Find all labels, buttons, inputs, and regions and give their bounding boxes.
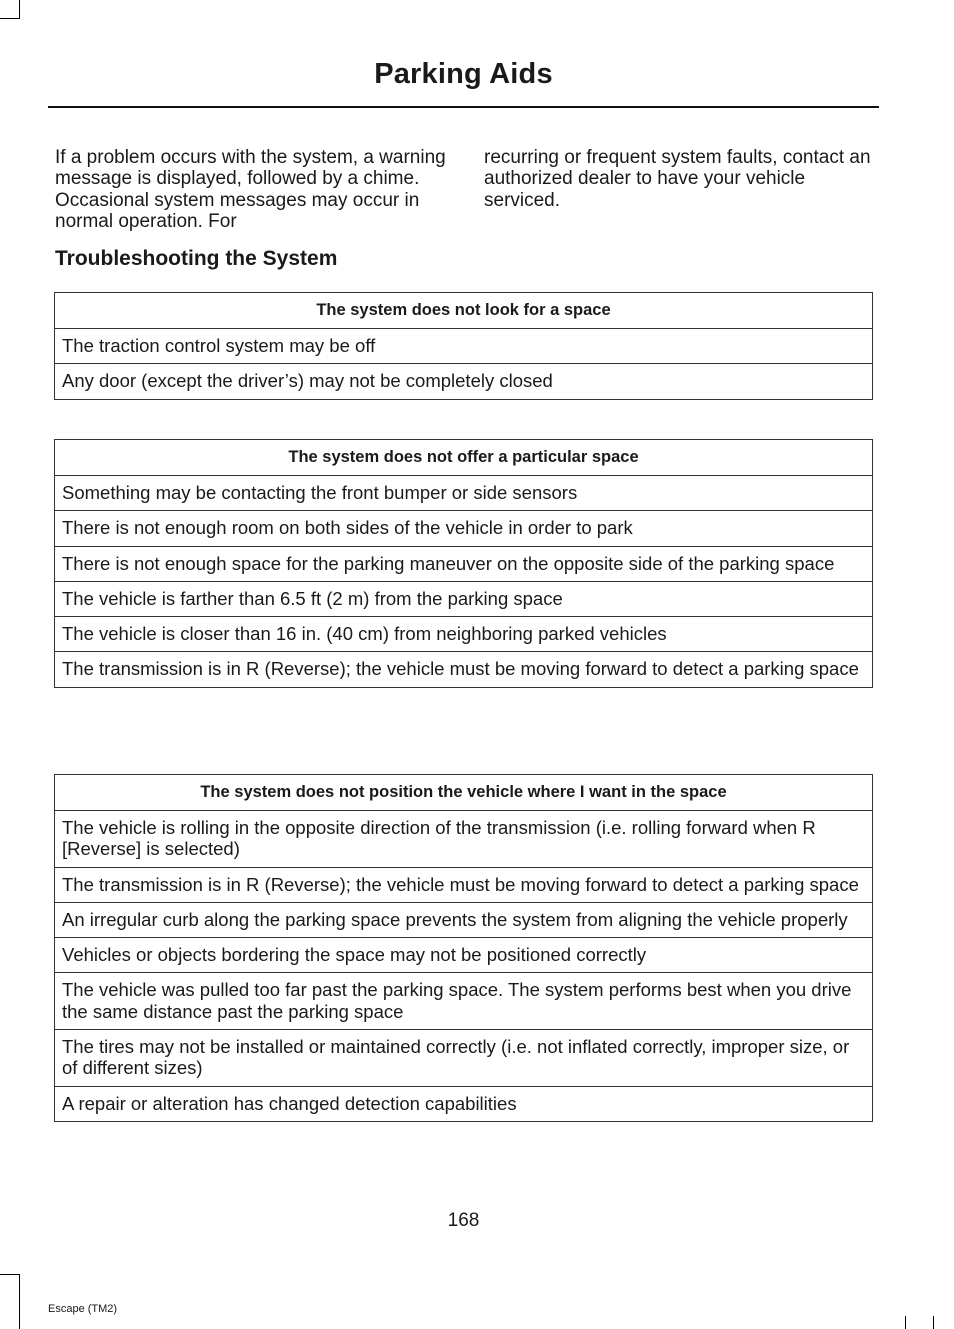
intro-text-left: If a problem occurs with the system, a warning message is displayed, followed by a chime. Occasional system messages may occur in normal operation. For <box>55 147 446 232</box>
table-row: Something may be contacting the front bumper or side sensors <box>55 476 873 511</box>
troubleshooting-table-no-search <box>54 292 873 400</box>
intro-text-right: recurring or frequent system faults, contact an authorized dealer to have your vehicle serviced. <box>484 147 871 211</box>
title-divider <box>48 106 879 108</box>
table-header: The system does not look for a space <box>55 293 873 329</box>
table-row: There is not enough space for the parking maneuver on the opposite side of the parking space <box>55 546 873 581</box>
section-heading: Troubleshooting the System <box>55 247 338 270</box>
troubleshooting-table-no-offer <box>54 439 873 688</box>
crop-mark <box>0 1274 20 1275</box>
table-row: An irregular curb along the parking space prevents the system from aligning the vehicle properly <box>55 902 873 937</box>
table-row: Any door (except the driver’s) may not be completely closed <box>55 364 873 399</box>
table-row: The vehicle is rolling in the opposite direction of the transmission (i.e. rolling forward when R [Reverse] is selected) <box>55 811 873 868</box>
table-header: The system does not offer a particular space <box>55 440 873 476</box>
page-title: Parking Aids <box>374 58 553 90</box>
table-row: The transmission is in R (Reverse); the vehicle must be moving forward to detect a parking space <box>55 652 873 687</box>
table-row: The vehicle was pulled too far past the parking space. The system performs best when you drive the same distance past the parking space <box>55 973 873 1030</box>
table-row: The transmission is in R (Reverse); the vehicle must be moving forward to detect a parking space <box>55 867 873 902</box>
table-row: The vehicle is farther than 6.5 ft (2 m) from the parking space <box>55 581 873 616</box>
table-row: A repair or alteration has changed detection capabilities <box>55 1086 873 1121</box>
crop-mark <box>0 18 20 19</box>
table-row: The tires may not be installed or maintained correctly (i.e. not inflated correctly, improper size, or of different sizes) <box>55 1030 873 1087</box>
table-row: There is not enough room on both sides of the vehicle in order to park <box>55 511 873 546</box>
page-number: 168 <box>447 1210 480 1231</box>
crop-mark <box>19 1274 20 1329</box>
crop-mark <box>933 1316 934 1329</box>
crop-mark <box>905 1316 906 1329</box>
table-header: The system does not position the vehicle where I want in the space <box>55 775 873 811</box>
table-row: The vehicle is closer than 16 in. (40 cm) from neighboring parked vehicles <box>55 617 873 652</box>
troubleshooting-table-no-position <box>54 774 873 1122</box>
table-row: Vehicles or objects bordering the space may not be positioned correctly <box>55 938 873 973</box>
table-row: The traction control system may be off <box>55 329 873 364</box>
footer-model: Escape (TM2) <box>48 1303 118 1315</box>
crop-mark <box>19 0 20 19</box>
